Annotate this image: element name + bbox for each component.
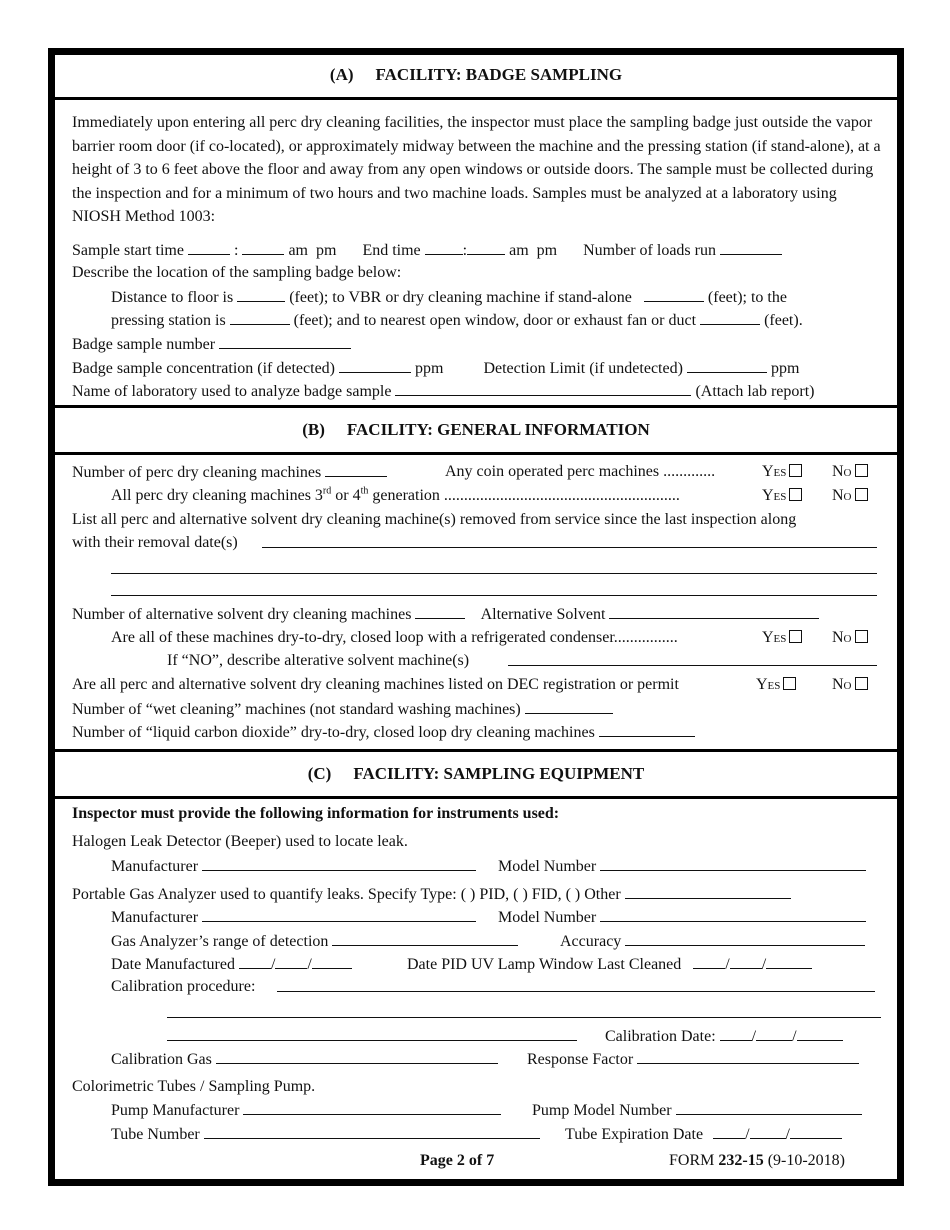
manufactured-year-field[interactable] bbox=[312, 953, 352, 969]
calibration-date-row: Calibration Date: / / bbox=[605, 1025, 843, 1048]
removed-line-1[interactable] bbox=[262, 547, 877, 548]
calibration-gas-row: Calibration Gas bbox=[111, 1048, 498, 1071]
section-c-label: (C) bbox=[307, 764, 332, 783]
calibration-gas-field[interactable] bbox=[216, 1048, 498, 1064]
coin-no-checkbox[interactable]: No bbox=[832, 461, 868, 483]
removal-dates-row: with their removal date(s) bbox=[72, 534, 238, 551]
badge-number-field[interactable] bbox=[219, 333, 351, 349]
liquid-co2-row: Number of “liquid carbon dioxide” dry-to-dry, closed loop dry cleaning machines bbox=[72, 721, 695, 744]
halogen-label: Halogen Leak Detector (Beeper) used to locate leak. bbox=[72, 833, 408, 850]
manufactured-day-field[interactable] bbox=[275, 953, 307, 969]
distance-vbr-field[interactable] bbox=[644, 286, 704, 302]
tube-exp-month-field[interactable] bbox=[713, 1123, 745, 1139]
badge-number-row: Badge sample number bbox=[72, 333, 351, 356]
tube-expiration-row: Tube Expiration Date / / bbox=[565, 1123, 842, 1146]
end-hour-field[interactable] bbox=[425, 239, 463, 255]
start-minute-field[interactable] bbox=[242, 239, 284, 255]
range-detection-row: Gas Analyzer’s range of detection bbox=[111, 930, 518, 953]
end-am[interactable]: am bbox=[509, 242, 529, 259]
generation-yes-checkbox[interactable]: Yes bbox=[762, 485, 802, 507]
lamp-year-field[interactable] bbox=[766, 953, 812, 969]
analyzer-manufacturer-row: Manufacturer bbox=[111, 906, 476, 929]
removed-line-2[interactable] bbox=[111, 573, 877, 574]
manufactured-month-field[interactable] bbox=[239, 953, 271, 969]
halogen-model-field[interactable] bbox=[600, 855, 866, 871]
liquid-co2-field[interactable] bbox=[599, 721, 695, 737]
dry-to-dry-label: Are all of these machines dry-to-dry, closed loop with a refrigerated condenser................ bbox=[111, 629, 678, 646]
dry-to-dry-no-checkbox[interactable]: No bbox=[832, 627, 868, 649]
range-detection-field[interactable] bbox=[332, 930, 518, 946]
lamp-day-field[interactable] bbox=[730, 953, 762, 969]
badge-concentration-field[interactable] bbox=[339, 357, 411, 373]
colorimetric-label: Colorimetric Tubes / Sampling Pump. bbox=[72, 1078, 316, 1095]
coin-yes-checkbox[interactable]: Yes bbox=[762, 461, 802, 483]
end-minute-field[interactable] bbox=[467, 239, 505, 255]
other-type-field[interactable] bbox=[625, 883, 791, 899]
start-pm[interactable]: pm bbox=[315, 242, 337, 259]
section-a-title: FACILITY: BADGE SAMPLING bbox=[375, 65, 623, 84]
loads-run-field[interactable] bbox=[720, 239, 782, 255]
wet-cleaning-field[interactable] bbox=[525, 698, 613, 714]
end-pm[interactable]: pm bbox=[536, 242, 558, 259]
section-c-header bbox=[55, 749, 897, 799]
pump-manufacturer-field[interactable] bbox=[243, 1099, 501, 1115]
pump-model-field[interactable] bbox=[676, 1099, 862, 1115]
calibration-procedure-line-3[interactable] bbox=[167, 1040, 577, 1041]
dec-listed-label: Are all perc and alternative solvent dry cleaning machines listed on DEC registration or permit bbox=[72, 676, 679, 693]
start-hour-field[interactable] bbox=[188, 239, 230, 255]
response-factor-field[interactable] bbox=[637, 1048, 859, 1064]
tube-number-field[interactable] bbox=[204, 1123, 540, 1139]
calibration-year-field[interactable] bbox=[797, 1025, 843, 1041]
num-perc-row: Number of perc dry cleaning machines bbox=[72, 461, 387, 484]
wet-cleaning-row: Number of “wet cleaning” machines (not standard washing machines) bbox=[72, 698, 613, 721]
lab-name-field[interactable] bbox=[395, 380, 691, 396]
calibration-procedure-row: Calibration procedure: bbox=[111, 978, 256, 995]
section-b-header bbox=[55, 405, 897, 455]
section-a-label: (A) bbox=[329, 65, 354, 84]
tube-exp-day-field[interactable] bbox=[750, 1123, 786, 1139]
section-a-header bbox=[55, 53, 897, 100]
generation-row: All perc dry cleaning machines 3rd or 4th generation ........................................................... bbox=[111, 485, 680, 504]
analyzer-manufacturer-field[interactable] bbox=[202, 906, 476, 922]
badge-sampling-instructions: Immediately upon entering all perc dry cleaning facilities, the inspector must place the sampling badge just outside the vapor barrier room door (if co-located), or approximately midway between the machine and the pressing station (if stand-alone), at a height of 3 to 6 feet above the floor and away from any open windows or outside doors. The sample must be collected during the inspection and for a minimum of two hours and two machine loads. Samples must be analyzed at a laboratory using NIOSH Method 1003: bbox=[72, 114, 881, 225]
if-no-row: If “NO”, describe alterative solvent machine(s) bbox=[167, 652, 470, 669]
response-factor-row: Response Factor bbox=[527, 1048, 859, 1071]
if-no-field[interactable] bbox=[508, 665, 877, 666]
detection-limit-field[interactable] bbox=[687, 357, 767, 373]
page-number: Page 2 of 7 bbox=[420, 1152, 495, 1169]
halogen-manufacturer-row: Manufacturer bbox=[111, 855, 476, 878]
calibration-month-field[interactable] bbox=[720, 1025, 752, 1041]
accuracy-field[interactable] bbox=[625, 930, 865, 946]
distance-floor-field[interactable] bbox=[237, 286, 285, 302]
halogen-model-row: Model Number bbox=[498, 855, 866, 878]
pump-model-row: Pump Model Number bbox=[532, 1099, 862, 1122]
describe-location-label: Describe the location of the sampling badge below: bbox=[72, 264, 402, 281]
num-perc-field[interactable] bbox=[325, 461, 387, 477]
dec-no-checkbox[interactable]: No bbox=[832, 674, 868, 696]
halogen-manufacturer-field[interactable] bbox=[202, 855, 476, 871]
dec-yes-checkbox[interactable]: Yes bbox=[756, 674, 796, 696]
num-alt-field[interactable] bbox=[415, 603, 465, 619]
sample-time-row: Sample start time : am pm End time : am pm Number of loads run bbox=[72, 239, 782, 262]
lamp-month-field[interactable] bbox=[693, 953, 725, 969]
generation-no-checkbox[interactable]: No bbox=[832, 485, 868, 507]
section-c-title: FACILITY: SAMPLING EQUIPMENT bbox=[353, 764, 645, 783]
distance-window-field[interactable] bbox=[700, 309, 760, 325]
calibration-procedure-line-2[interactable] bbox=[167, 1017, 881, 1018]
num-alt-row: Number of alternative solvent dry cleaning machines Alternative Solvent bbox=[72, 603, 819, 626]
pump-manufacturer-row: Pump Manufacturer bbox=[111, 1099, 501, 1122]
coin-operated-label: Any coin operated perc machines ............. bbox=[445, 463, 716, 480]
list-removed-label: List all perc and alternative solvent dry cleaning machine(s) removed from service since the last inspection along bbox=[72, 511, 797, 528]
instruments-instructions: Inspector must provide the following information for instruments used: bbox=[72, 805, 560, 822]
analyzer-model-row: Model Number bbox=[498, 906, 866, 929]
removed-line-3[interactable] bbox=[111, 595, 877, 596]
lab-name-row: Name of laboratory used to analyze badge sample (Attach lab report) bbox=[72, 380, 815, 403]
tube-exp-year-field[interactable] bbox=[790, 1123, 842, 1139]
distance-row-1: Distance to floor is (feet); to VBR or dry cleaning machine if stand-alone (feet); to the bbox=[111, 286, 787, 309]
portable-gas-row: Portable Gas Analyzer used to quantify leaks. Specify Type: ( ) PID, ( ) FID, ( ) Other bbox=[72, 883, 791, 906]
calibration-procedure-field[interactable] bbox=[277, 991, 875, 992]
dry-to-dry-yes-checkbox[interactable]: Yes bbox=[762, 627, 802, 649]
section-b-label: (B) bbox=[302, 420, 325, 439]
form-page bbox=[48, 48, 904, 1186]
calibration-day-field[interactable] bbox=[756, 1025, 792, 1041]
start-am[interactable]: am bbox=[288, 242, 308, 259]
section-b-title: FACILITY: GENERAL INFORMATION bbox=[346, 420, 650, 439]
badge-concentration-row: Badge sample concentration (if detected) ppm Detection Limit (if undetected) ppm bbox=[72, 357, 799, 380]
analyzer-model-field[interactable] bbox=[600, 906, 866, 922]
pid-lamp-row: Date PID UV Lamp Window Last Cleaned / / bbox=[407, 953, 812, 976]
tube-number-row: Tube Number bbox=[111, 1123, 540, 1146]
accuracy-row: Accuracy bbox=[560, 930, 865, 953]
alt-solvent-field[interactable] bbox=[609, 603, 819, 619]
form-number: FORM 232-15 (9-10-2018) bbox=[669, 1152, 845, 1169]
distance-pressing-field[interactable] bbox=[230, 309, 290, 325]
distance-row-2: pressing station is (feet); and to nearest open window, door or exhaust fan or duct (feet). bbox=[111, 309, 803, 332]
date-manufactured-row: Date Manufactured / / bbox=[111, 953, 352, 976]
